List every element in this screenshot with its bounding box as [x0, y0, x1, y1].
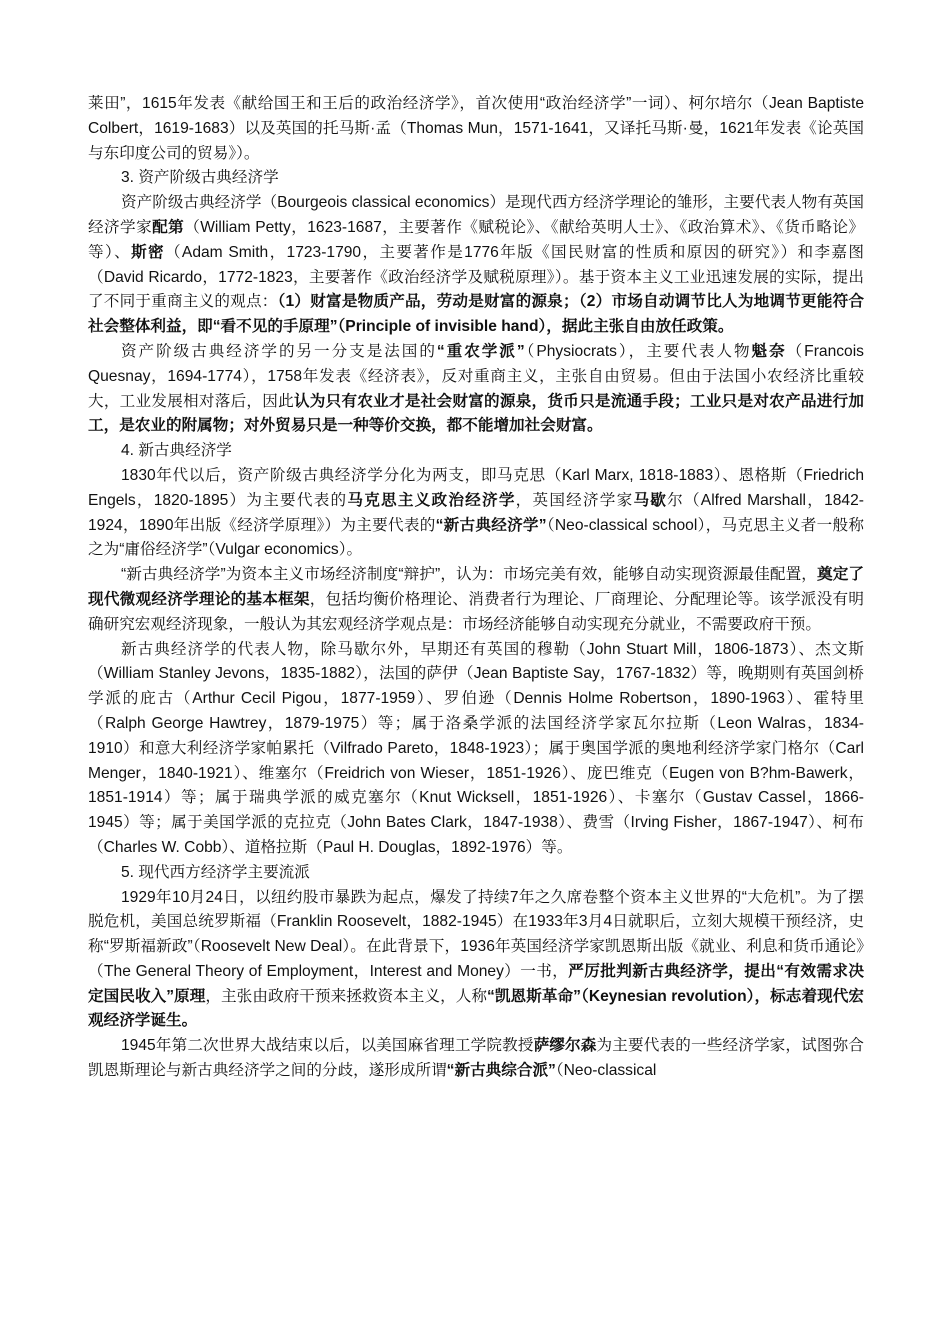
bold-text-run: 奠定了现代微观经济学理论的基本框架	[88, 566, 864, 608]
text-run: （William Petty，1623-1687，主要著作《赋税论》、《献给英明人士》、《政治算术》、《货币略论》等）、	[88, 218, 864, 261]
text-run: ，主张由政府干预来拯救资本主义，人称	[205, 987, 488, 1005]
text-run: 资产阶级古典经济学（Bourgeois classical economics）是现代西方经济学理论的雏形，主要代表人物有英国经济学家	[88, 194, 864, 236]
text-run: “新古典经济学”为资本主义市场经济制度“辩护”，认为：市场完美有效，能够自动实现资源最佳配置，	[121, 566, 817, 584]
bold-text-run: 魁奈	[751, 342, 787, 360]
text-run: 为主要代表的一些经济学家，试图弥合凯恩斯理论与新古典经济学之间的分歧，遂形成所谓	[88, 1037, 864, 1080]
text-run: 1929年10月24日，以纽约股市暴跌为起点，爆发了持续7年之久席卷整个资本主义世界的“大危机”。为了摆脱危机，美国总统罗斯福（Franklin Roosevelt，1882-1945）在1933年3月4日就职后，立刻大规模干预经济，史称“罗斯福新政”（Roosevelt New Deal）。在此背景下，1936年英国经济学家凯恩斯出版《就业、利息和货币通论》（The General Theory of Employment，Interest and Money）一书，	[88, 888, 864, 980]
bold-text-run: “凯恩斯革命”（Keynesian revolution），标志着现代宏观经济学诞生。	[88, 987, 864, 1030]
text-run: 1830年代以后，资产阶级古典经济学分化为两支，即马克思（Karl Marx, 1818-1883）、恩格斯（Friedrich Engels，1820-1895）为主要代表的	[88, 466, 864, 509]
section-heading	[88, 439, 864, 464]
bold-text-run: 马歇	[633, 491, 668, 509]
section-heading	[88, 166, 864, 191]
bold-text-run: 马克思主义政治经济学	[347, 491, 516, 509]
bold-text-run: “新古典经济学”	[435, 516, 547, 534]
paragraph	[88, 464, 864, 563]
bold-text-run: 斯密	[131, 243, 165, 261]
text-run: （Adam Smith，1723-1790，主要著作是1776年版《国民财富的性质和原因的研究》）和李嘉图（David Ricardo，1772-1823，主要著作《政治经济学及赋税原理》）。基于资本主义工业迅速发展的实际，提出了不同于重商主义的观点：	[88, 243, 864, 311]
bold-text-run: 萨缪尔森	[533, 1037, 597, 1055]
bold-text-run: “重农学派”	[436, 342, 525, 360]
bold-text-run: “新古典综合派”	[446, 1062, 556, 1080]
paragraph	[88, 886, 864, 1035]
paragraph	[88, 191, 864, 340]
text-run: 3. 资产阶级古典经济学	[121, 169, 279, 187]
bold-text-run: 认为只有农业才是社会财富的源泉，货币只是流通手段；工业只是对农产品进行加工，是农业的附属物；对外贸易只是一种等价交换，都不能增加社会财富。	[88, 392, 864, 435]
text-run: 1945年第二次世界大战结束以后，以美国麻省理工学院教授	[121, 1037, 534, 1055]
document-body	[88, 92, 864, 1084]
paragraph	[88, 92, 864, 166]
text-run: ，包括均衡价格理论、消费者行为理论、厂商理论、分配理论等。该学派没有明确研究宏观经济现象，一般认为其宏观经济学观点是：市场经济能够自动实现充分就业，不需要政府干预。	[88, 590, 864, 633]
text-run: （Neo-classical school），马克思主义者一般称之为“庸俗经济学”（Vulgar economics）。	[88, 516, 864, 559]
paragraph	[88, 563, 864, 637]
section-heading	[88, 861, 864, 886]
text-run: ，英国经济学家	[515, 491, 634, 509]
text-run: 新古典经济学的代表人物，除马歇尔外，早期还有英国的穆勒（John Stuart Mill，1806-1873）、杰文斯（William Stanley Jevons，1835-1882），法国的萨伊（Jean Baptiste Say，1767-1832）等，晚期则有英国剑桥学派的庇古（Arthur Cecil Pigou，1877-1959）、罗伯逊（Dennis Holme Robertson，1890-1963）、霍特里（Ralph George Hawtrey，1879-1975）等；属于洛桑学派的法国经济学家瓦尔拉斯（Leon Walras，1834-1910）和意大利经济学家帕累托（Vilfrado Pareto，1848-1923）；属于奥国学派的奥地利经济学家门格尔（Carl Menger，1840-1921）、维塞尔（Freidrich von Wieser，1851-1926）、庞巴维克（Eugen von B?hm-Bawerk，1851-1914）等；属于瑞典学派的威克塞尔（Knut Wicksell，1851-1926）、卡塞尔（Gustav Cassel，1866-1945）等；属于美国学派的克拉克（John Bates Clark，1847-1938）、费雪（Irving Fisher，1867-1947）、柯布（Charles W. Cobb）、道格拉斯（Paul H. Douglas，1892-1976）等。	[88, 640, 864, 856]
text-run: （Francois Quesnay，1694-1774），1758年发表《经济表》，反对重商主义，主张自由贸易。但由于法国小农经济比重较大，工业发展相对落后，因此	[88, 342, 864, 410]
text-run: 5. 现代西方经济学主要流派	[121, 863, 310, 881]
text-run: 尔（Alfred Marshall，1842-1924，1890年出版《经济学原理》）为主要代表的	[88, 491, 864, 534]
paragraph	[88, 1034, 864, 1084]
text-run: （Physiocrats），主要代表人物	[524, 342, 752, 360]
text-run: 莱田”，1615年发表《献给国王和王后的政治经济学》，首次使用“政治经济学”一词）、柯尔培尔（Jean Baptiste Colbert，1619-1683）以及英国的托马斯·孟（Thomas Mun，1571-1641，又译托马斯·曼，1621年发表《论英国与东印度公司的贸易》）。	[88, 95, 864, 162]
text-run: 资产阶级古典经济学的另一分支是法国的	[121, 342, 437, 360]
paragraph	[88, 340, 864, 439]
paragraph	[88, 638, 864, 861]
bold-text-run: 严厉批判新古典经济学，提出“有效需求决定国民收入”原理	[88, 962, 864, 1005]
bold-text-run: 配第	[152, 218, 185, 236]
bold-text-run: （1）财富是物质产品，劳动是财富的源泉；（2）市场自动调节比人为地调节更能符合社会整体利益，即“看不见的手原理”（Principle of invisible hand），据此主张自由放任政策。	[88, 293, 864, 336]
text-run: 4. 新古典经济学	[121, 442, 232, 460]
text-run: （Neo-classical	[555, 1062, 657, 1080]
